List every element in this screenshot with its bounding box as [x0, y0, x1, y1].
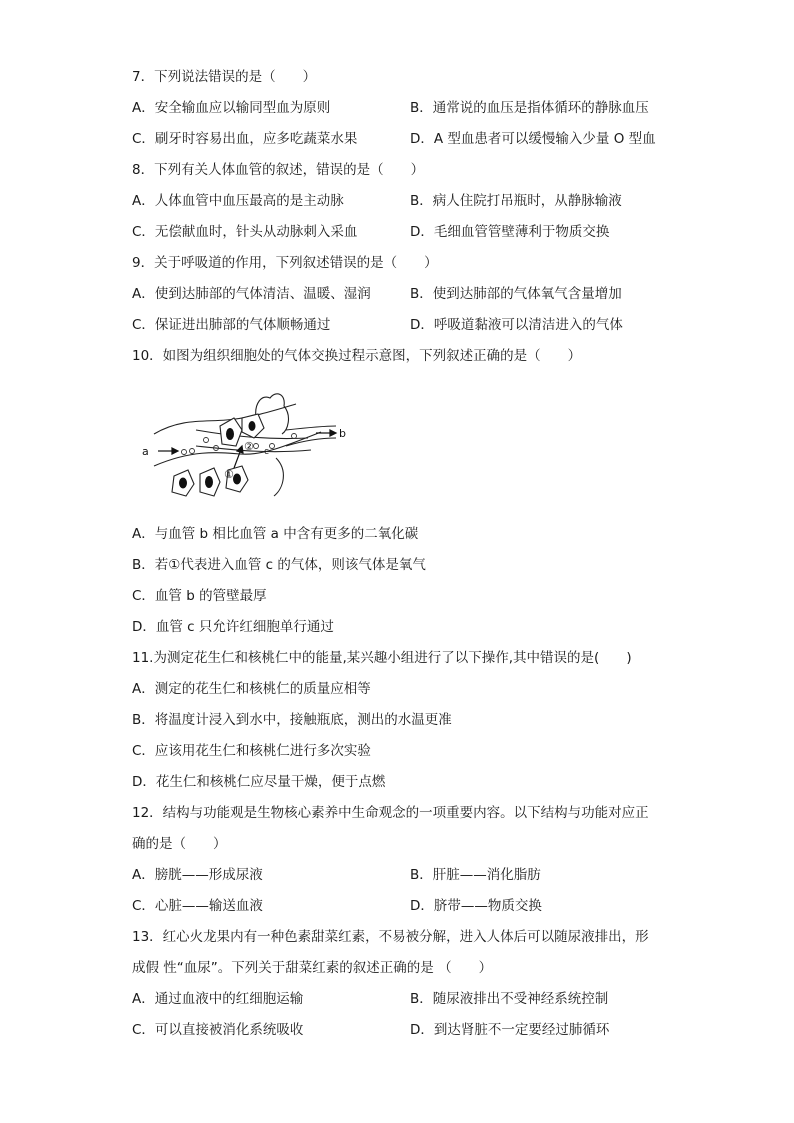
gas-exchange-diagram: [136, 388, 366, 508]
q13-stem-line2: 成假 性“血尿”。下列关于甜菜红素的叙述正确的是 （ ）: [132, 960, 493, 976]
q8-option-d: D．毛细血管管壁薄利于物质交换: [410, 224, 610, 240]
diagram-label-1: ①: [224, 468, 234, 481]
q7-stem: 7．下列说法错误的是（ ）: [132, 69, 317, 85]
q12-option-b: B．肝脏——消化脂肪: [410, 867, 541, 883]
q9-option-b: B．使到达肺部的气体氧气含量增加: [410, 286, 622, 302]
diagram-label-b: b: [339, 427, 346, 440]
q8-stem: 8．下列有关人体血管的叙述，错误的是（ ）: [132, 162, 425, 178]
diagram-label-a: a: [142, 445, 149, 458]
q12-stem-line1: 12．结构与功能观是生物核心素养中生命观念的一项重要内容。以下结构与功能对应正: [132, 805, 649, 821]
q12-option-c: C．心脏——输送血液: [132, 898, 263, 914]
q12-option-d: D．脐带——物质交换: [410, 898, 542, 914]
q9-stem: 9．关于呼吸道的作用，下列叙述错误的是（ ）: [132, 255, 438, 271]
q11-option-a: A．测定的花生仁和核桃仁的质量应相等: [132, 681, 371, 697]
q9-option-c: C．保证进出肺部的气体顺畅通过: [132, 317, 331, 333]
q10-option-a: A．与血管 b 相比血管 a 中含有更多的二氧化碳: [132, 526, 419, 542]
q8-option-b: B．病人住院打吊瓶时，从静脉输液: [410, 193, 622, 209]
q11-option-d: D．花生仁和核桃仁应尽量干燥，便于点燃: [132, 774, 386, 790]
q13-option-b: B．随尿液排出不受神经系统控制: [410, 991, 609, 1007]
q9-option-d: D．呼吸道黏液可以清洁进入的气体: [410, 317, 623, 333]
q13-option-c: C．可以直接被消化系统吸收: [132, 1022, 304, 1038]
q13-option-a: A．通过血液中的红细胞运输: [132, 991, 304, 1007]
q10-option-c: C．血管 b 的管壁最厚: [132, 588, 267, 604]
q10-stem: 10．如图为组织细胞处的气体交换过程示意图，下列叙述正确的是（ ）: [132, 348, 582, 364]
q7-option-c: C．刷牙时容易出血，应多吃蔬菜水果: [132, 131, 358, 147]
q8-option-c: C．无偿献血时，针头从动脉刺入采血: [132, 224, 358, 240]
q9-option-a: A．使到达肺部的气体清洁、温暖、湿润: [132, 286, 371, 302]
q7-option-a: A．安全输血应以输同型血为原则: [132, 100, 331, 116]
q11-option-b: B．将温度计浸入到水中，接触瓶底，测出的水温更准: [132, 712, 452, 728]
q11-option-c: C．应该用花生仁和核桃仁进行多次实验: [132, 743, 371, 759]
q13-option-d: D．到达肾脏不一定要经过肺循环: [410, 1022, 610, 1038]
q13-stem-line1: 13．红心火龙果内有一种色素甜菜红素，不易被分解，进入人体后可以随尿液排出，形: [132, 929, 649, 945]
q12-stem-line2: 确的是（ ）: [132, 836, 227, 852]
q8-option-a: A．人体血管中血压最高的是主动脉: [132, 193, 344, 209]
q7-option-b: B．通常说的血压是指体循环的静脉血压: [410, 100, 649, 116]
q11-stem: 11.为测定花生仁和核桃仁中的能量,某兴趣小组进行了以下操作,其中错误的是( ): [132, 650, 632, 666]
diagram-label-2: ②: [244, 440, 254, 453]
q12-option-a: A．膀胱——形成尿液: [132, 867, 263, 883]
q7-option-d: D．A 型血患者可以缓慢输入少量 O 型血: [410, 131, 656, 147]
q10-option-d: D．血管 c 只允许红细胞单行通过: [132, 619, 334, 635]
q10-option-b: B．若①代表进入血管 c 的气体，则该气体是氧气: [132, 557, 426, 573]
diagram-label-c: c: [264, 447, 269, 457]
